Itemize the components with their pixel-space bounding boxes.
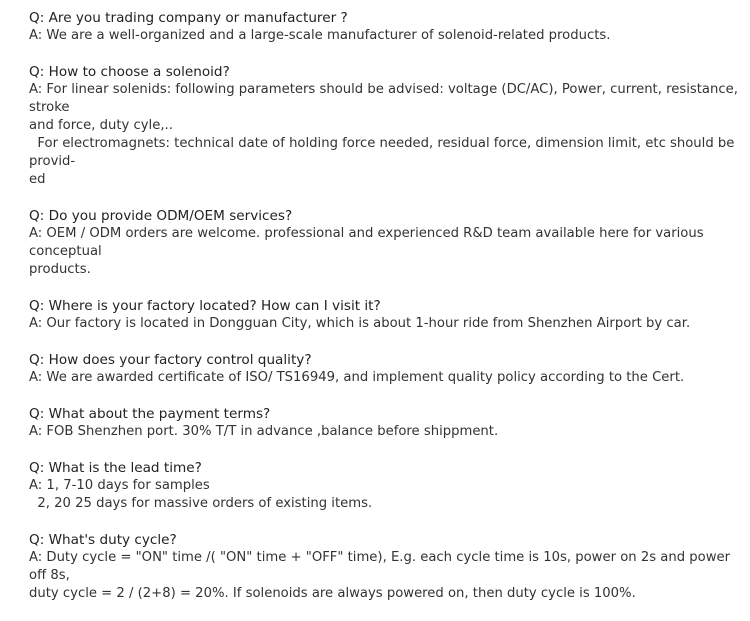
- faq-list: [29, 9, 741, 621]
- faq-answer-line: A: Our factory is located in Dongguan City, which is about 1-hour ride from Shenzhen Airport by car.: [29, 316, 691, 331]
- faq-answer-line: For electromagnets: technical date of holding force needed, residual force, dimension limit, etc should be provid-: [29, 136, 739, 169]
- faq-answer-line: products.: [29, 262, 91, 277]
- faq-question: Q: How does your factory control quality?: [29, 352, 312, 368]
- faq-answer-line: 2, 20 25 days for massive orders of existing items.: [29, 496, 373, 511]
- faq-answer-line: A: FOB Shenzhen port. 30% T/T in advance ,balance before shippment.: [29, 424, 499, 439]
- faq-item-payment-terms: [29, 405, 741, 441]
- faq-item-odm-oem: [29, 207, 741, 279]
- faq-question: Q: Where is your factory located? How can I visit it?: [29, 298, 381, 314]
- faq-question: Q: What is the lead time?: [29, 460, 202, 476]
- faq-item-factory-location: [29, 297, 741, 333]
- faq-answer-line: A: We are awarded certificate of ISO/ TS16949, and implement quality policy according to the Cert.: [29, 370, 685, 385]
- faq-answer-line: A: Duty cycle = "ON" time /( "ON" time + "OFF" time), E.g. each cycle time is 10s, power on 2s and power off 8s,: [29, 550, 735, 583]
- faq-answer-line: and force, duty cyle,..: [29, 118, 173, 133]
- faq-question: Q: Are you trading company or manufacturer ?: [29, 10, 348, 26]
- faq-answer-line: A: We are a well-organized and a large-scale manufacturer of solenoid-related products.: [29, 28, 611, 43]
- faq-answer-line: A: OEM / ODM orders are welcome. professional and experienced R&D team available here for various conceptual: [29, 226, 708, 259]
- faq-item-choose-solenoid: [29, 63, 741, 189]
- faq-item-duty-cycle: [29, 531, 741, 603]
- faq-answer-line: ed: [29, 172, 46, 187]
- faq-question: Q: What's duty cycle?: [29, 532, 177, 548]
- faq-answer-line: duty cycle = 2 / (2+8) = 20%. If solenoids are always powered on, then duty cycle is 100%.: [29, 586, 636, 601]
- faq-item-quality-control: [29, 351, 741, 387]
- faq-item-trading-or-manufacturer: [29, 9, 741, 45]
- faq-question: Q: What about the payment terms?: [29, 406, 271, 422]
- faq-item-lead-time: [29, 459, 741, 513]
- faq-question: Q: Do you provide ODM/OEM services?: [29, 208, 293, 224]
- faq-question: Q: How to choose a solenoid?: [29, 64, 230, 80]
- faq-answer-line: A: 1, 7-10 days for samples: [29, 478, 210, 493]
- faq-answer-line: A: For linear solenids: following parameters should be advised: voltage (DC/AC), Power, current, resistance, stroke: [29, 82, 743, 115]
